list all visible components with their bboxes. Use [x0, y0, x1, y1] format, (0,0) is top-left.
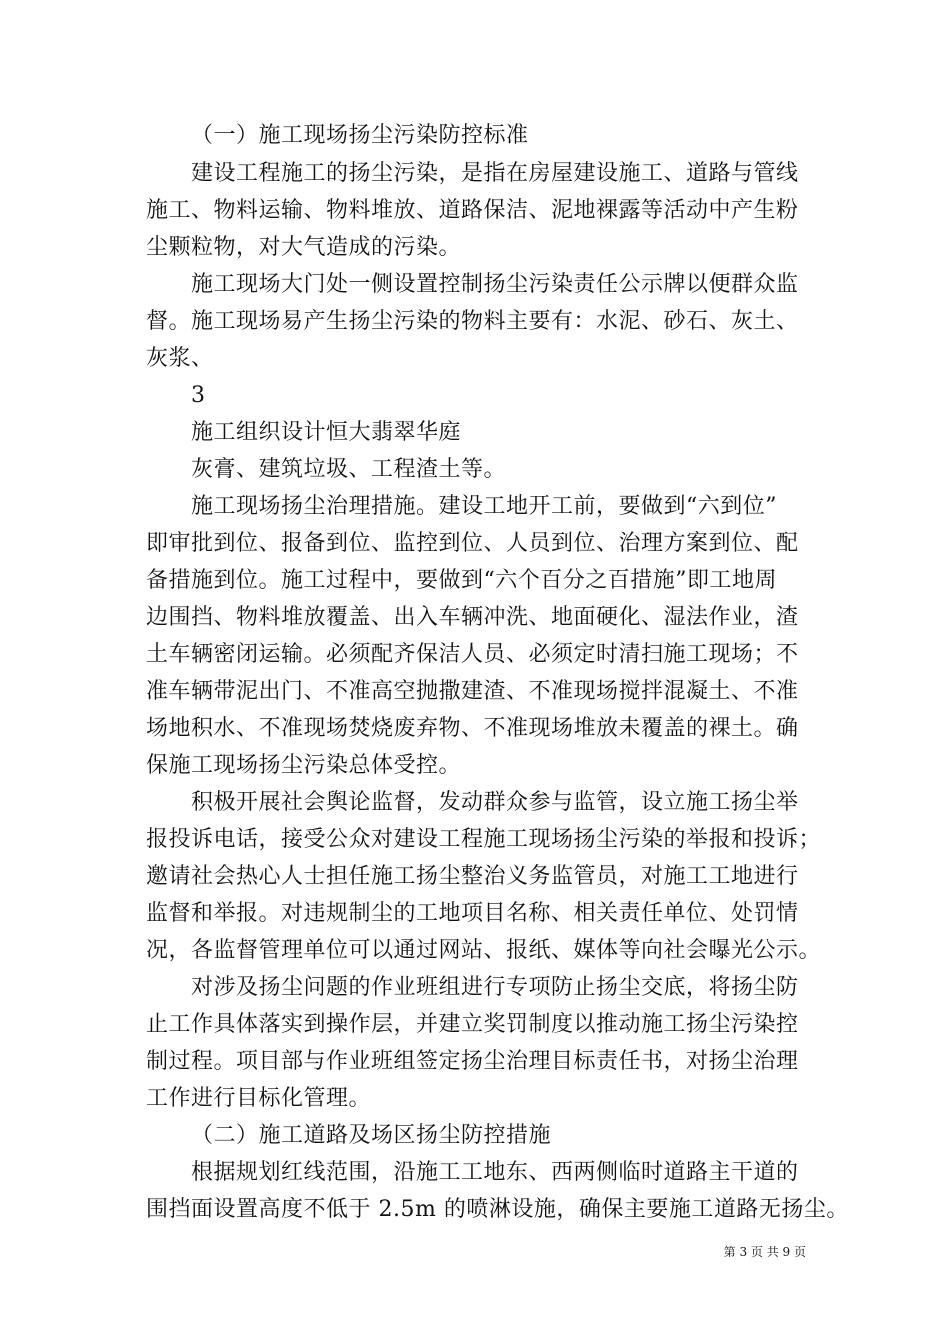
paragraph-line: 保施工现场扬尘污染总体受控。 — [146, 753, 462, 778]
paragraph-line: 围挡面设置高度不低于 2.5m 的喷淋设施，确保主要施工道路无扬尘。 — [146, 1197, 849, 1222]
paragraph-line: 灰膏、建筑垃圾、工程渣土等。 — [191, 457, 507, 482]
paragraph-line: 场地积水、不准现场焚烧废弃物、不准现场堆放未覆盖的裸土。确 — [146, 716, 799, 741]
paragraph-line: 尘颗粒物，对大气造成的污染。 — [146, 235, 462, 260]
paragraph-line: 工作进行目标化管理。 — [146, 1086, 372, 1111]
paragraph-line: 边围挡、物料堆放覆盖、出入车辆冲洗、地面硬化、湿法作业，渣 — [146, 605, 799, 630]
paragraph-line: 止工作具体落实到操作层，并建立奖罚制度以推动施工扬尘污染控 — [146, 1012, 799, 1037]
paragraph-line: 备措施到位。施工过程中，要做到“六个百分之百措施”即工地周 — [146, 568, 777, 593]
paragraph-line: 准车辆带泥出门、不准高空抛撒建渣、不准现场搅拌混凝土、不准 — [146, 679, 799, 704]
paragraph-line: 施工现场大门处一侧设置控制扬尘污染责任公示牌以便群众监 — [191, 272, 799, 297]
section-heading: （二）施工道路及场区扬尘防控措施 — [191, 1123, 552, 1148]
paragraph-line: 积极开展社会舆论监督，发动群众参与监管，设立施工扬尘举 — [191, 790, 799, 815]
paragraph-line: 即审批到位、报备到位、监控到位、人员到位、治理方案到位、配 — [146, 531, 799, 556]
paragraph-line: 土车辆密闭运输。必须配齐保洁人员、必须定时清扫施工现场；不 — [146, 642, 799, 667]
paragraph-line: 报投诉电话，接受公众对建设工程施工现场扬尘污染的举报和投诉； — [146, 827, 822, 852]
paragraph-line: 对涉及扬尘问题的作业班组进行专项防止扬尘交底，将扬尘防 — [191, 975, 799, 1000]
paragraph-line: 根据规划红线范围，沿施工工地东、西两侧临时道路主干道的 — [191, 1160, 799, 1185]
paragraph-line: 邀请社会热心人士担任施工扬尘整治义务监管员，对施工工地进行 — [146, 864, 799, 889]
section-heading: （一）施工现场扬尘污染防控标准 — [191, 123, 529, 148]
paragraph-line: 建设工程施工的扬尘污染，是指在房屋建设施工、道路与管线 — [191, 161, 799, 186]
paragraph-line: 灰浆、 — [146, 346, 214, 371]
paragraph-line: 况，各监督管理单位可以通过网站、报纸、媒体等向社会曝光公示。 — [146, 938, 822, 963]
inline-page-number: 3 — [191, 383, 206, 408]
paragraph-line: 监督和举报。对违规制尘的工地项目名称、相关责任单位、处罚情 — [146, 901, 799, 926]
paragraph-line: 督。施工现场易产生扬尘污染的物料主要有：水泥、砂石、灰土、 — [146, 309, 799, 334]
paragraph-line: 制过程。项目部与作业班组签定扬尘治理目标责任书，对扬尘治理 — [146, 1049, 799, 1074]
paragraph-line: 施工现场扬尘治理措施。建设工地开工前，要做到“六到位” — [191, 494, 777, 519]
page-footer: 第 3 页 共 9 页 — [723, 1245, 806, 1259]
paragraph-line: 施工、物料运输、物料堆放、道路保洁、泥地裸露等活动中产生粉 — [146, 198, 799, 223]
inline-document-title: 施工组织设计恒大翡翠华庭 — [191, 420, 462, 445]
